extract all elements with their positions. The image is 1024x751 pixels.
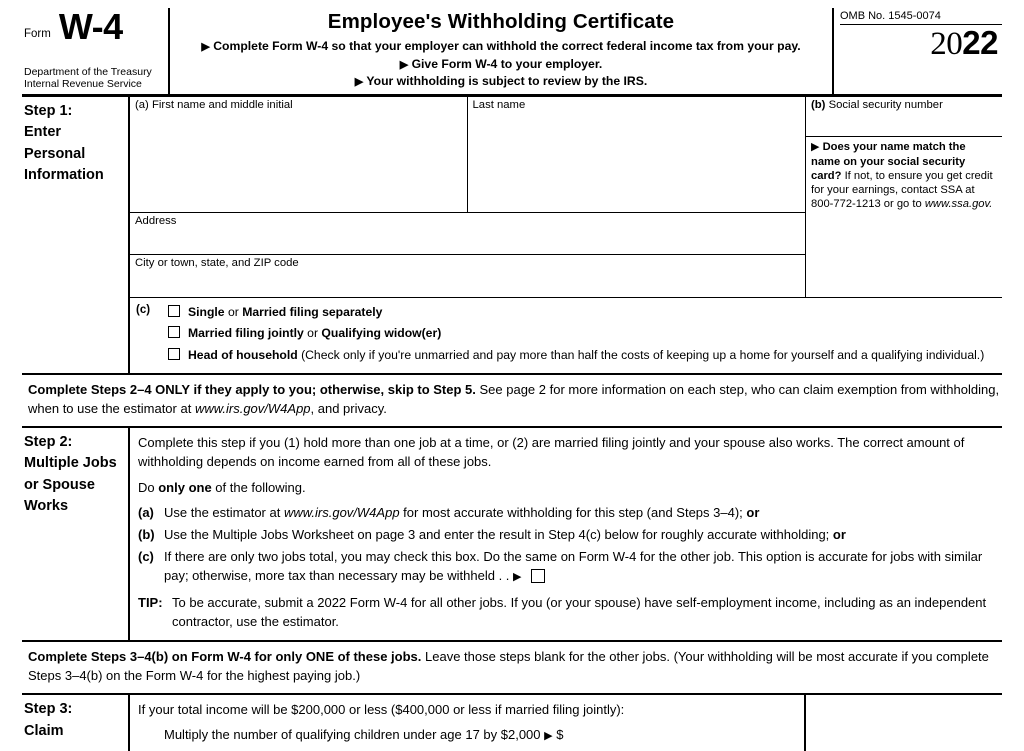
step-2-body	[130, 428, 1002, 641]
ssa-website-link[interactable]: www.ssa.gov.	[924, 198, 993, 211]
filing-option-single-text	[188, 303, 382, 321]
header-bullet-2-text: Give Form W-4 to your employer.	[411, 56, 603, 71]
city-field[interactable]	[130, 255, 806, 297]
filing-option-joint-mid: or	[303, 326, 322, 341]
checkbox-two-jobs-icon[interactable]	[531, 569, 545, 583]
w4app-link-option-a[interactable]: www.irs.gov/W4App	[283, 505, 400, 521]
triangle-right-icon: ▶	[399, 58, 409, 71]
step-2-label	[22, 428, 130, 641]
complete-steps-banner-rest-a: See page 2 for more information on each step, who can claim exemption from withholding, when to use the estimator at	[28, 382, 1000, 416]
do-only-bold: only one	[158, 480, 212, 496]
first-name-label: First name and middle initial	[152, 98, 293, 111]
filing-status-tag: (c)	[136, 304, 151, 317]
step-3-label	[22, 695, 130, 751]
do-only-pre: Do	[138, 480, 159, 496]
header-bullet-1	[174, 38, 828, 56]
filing-option-single-mid: or	[224, 305, 243, 320]
header-instructions	[174, 38, 828, 91]
header-left-block	[22, 8, 170, 94]
step-3-body	[130, 695, 806, 751]
step-2-do-only-one	[138, 479, 1000, 498]
step-1-row-name	[130, 97, 1002, 213]
complete-steps-banner-rest-b: , and privacy.	[310, 400, 387, 416]
step-1-section	[22, 97, 1002, 375]
step-3-dollar-sign: $	[556, 726, 564, 742]
ssn-label: Social security number	[828, 98, 943, 111]
step-2-option-b-text	[164, 526, 1000, 545]
department-line-1: Department of the Treasury	[24, 66, 152, 79]
triangle-right-icon: ▶	[544, 729, 553, 742]
ssn-note-spacer	[806, 213, 1002, 255]
step-2-option-a	[138, 504, 1000, 523]
step-1-label-line-3: Personal	[24, 145, 86, 162]
checkbox-single-icon[interactable]	[168, 305, 180, 317]
filing-option-joint-text	[188, 324, 441, 342]
triangle-right-icon: ▶	[513, 570, 522, 583]
city-label: City or town, state, and ZIP code	[135, 257, 299, 270]
department-block	[24, 66, 164, 92]
step-2-label-line-4: Works	[24, 498, 69, 515]
step-2-tip	[138, 594, 1000, 632]
form-number: W-4	[58, 6, 123, 47]
one-job-banner-rest: Leave those steps blank for the other jobs. (Your withholding will be most accurate if you complete Steps 3–4(b) on the Form W-4 for the highest paying job.)	[28, 649, 989, 684]
step-1-label-line-1: Step 1:	[24, 102, 73, 119]
step-3-label-line-2: Claim	[24, 722, 64, 739]
ssn-note-rest: If not, to ensure you get credit for your earnings, contact SSA at 800-772-1213 or go to	[811, 169, 993, 211]
city-row-spacer	[806, 255, 1002, 297]
step-3-label-line-1: Step 3:	[24, 701, 73, 718]
step-1-label-line-4: Information	[24, 167, 104, 184]
filing-status-options	[168, 298, 1002, 373]
page-title: Employee's Withholding Certificate	[327, 10, 675, 33]
header-bullet-3-text: Your withholding is subject to review by the IRS.	[366, 74, 648, 89]
step-2-option-c	[138, 548, 1000, 586]
ssn-note	[806, 137, 1002, 213]
filing-option-joint-bold2: Qualifying widow(er)	[321, 326, 442, 341]
step-2-option-b	[138, 526, 1000, 545]
step-1-label	[22, 97, 130, 373]
option-b-pre: Use the Multiple Jobs Worksheet on page 3 and enter the result in Step 4(c) below for roughly accurate withholding;	[164, 527, 833, 543]
filing-option-joint[interactable]	[168, 324, 1002, 342]
address-label: Address	[135, 215, 177, 228]
tax-year	[840, 26, 1002, 62]
filing-option-single-bold: Single	[188, 305, 225, 320]
header-bullet-1-text: Complete Form W-4 so that your employer can withhold the correct federal income tax from your pay.	[213, 39, 801, 53]
filing-option-hoh[interactable]	[168, 346, 1002, 364]
step-3-line-2	[138, 726, 802, 745]
step-3-amount-field[interactable]	[806, 695, 1002, 751]
step-2-option-c-tag: (c)	[138, 548, 154, 564]
option-c-dots: . .	[498, 567, 510, 583]
step-1-fields	[130, 97, 1002, 373]
filing-option-joint-bold: Married filing jointly	[188, 326, 304, 341]
step-2-tip-label: TIP:	[138, 594, 163, 610]
form-identifier	[24, 6, 164, 47]
department-line-2: Internal Revenue Service	[24, 78, 142, 91]
option-b-or: or	[832, 527, 846, 543]
step-2-label-line-2: Multiple Jobs	[24, 455, 117, 472]
form-header	[22, 8, 1002, 97]
ssn-note-bold: Does your name match the name on your social security card?	[811, 140, 966, 182]
step-3-line-1: If your total income will be $200,000 or less ($400,000 or less if married filing jointly):	[138, 702, 625, 718]
filing-option-hoh-rest: (Check only if you're unmarried and pay more than half the costs of keeping up a home for yourself and a qualifying individual.)	[297, 347, 985, 362]
filing-option-hoh-bold: Head of household	[188, 347, 298, 362]
header-bullet-2	[174, 56, 828, 74]
do-only-post: of the following.	[211, 480, 306, 496]
step-2-option-b-tag: (b)	[138, 527, 155, 543]
tax-year-prefix: 20	[930, 26, 963, 62]
step-2-option-a-text	[164, 504, 1000, 523]
option-a-pre: Use the estimator at	[164, 505, 284, 521]
option-a-or: or	[746, 505, 760, 521]
header-bullet-3	[174, 73, 828, 91]
header-right-block	[834, 8, 1002, 94]
form-word-label: Form	[24, 28, 51, 41]
one-job-banner	[22, 642, 1002, 695]
filing-option-single-bold2: Married filing separately	[242, 305, 383, 320]
step-2-label-line-3: or Spouse	[24, 476, 95, 493]
step-1-label-line-2: Enter	[24, 124, 62, 141]
last-name-label: Last name	[472, 98, 526, 111]
step-3-section	[22, 695, 1002, 751]
complete-steps-banner-bold: Complete Steps 2–4 ONLY if they apply to you; otherwise, skip to Step 5.	[28, 382, 476, 398]
step-2-intro: Complete this step if you (1) hold more than one job at a time, or (2) are married filing jointly and your spouse also works. The correct amount of withholding depends on income earned from all of these jobs.	[138, 434, 965, 469]
omb-number: OMB No. 1545-0074	[840, 10, 1002, 25]
step-2-section	[22, 428, 1002, 643]
filing-option-single[interactable]	[168, 303, 1002, 321]
step-3-line-2-pre: Multiply the number of qualifying children under age 17 by $2,000	[164, 726, 545, 742]
ssn-tag: (b)	[811, 98, 826, 111]
address-field[interactable]	[130, 213, 806, 255]
complete-steps-banner	[22, 375, 1002, 428]
option-c-pre: If there are only two jobs total, you may check this box. Do the same on Form W-4 for the other job. This option is accurate for jobs with similar pay; otherwise, more tax than necessary may be withheld	[164, 548, 983, 583]
filing-option-hoh-text	[188, 346, 984, 364]
first-name-field[interactable]	[130, 97, 468, 212]
ssn-field[interactable]	[806, 97, 1002, 137]
step-2-option-c-text	[164, 548, 1000, 586]
step-2-tip-text: To be accurate, submit a 2022 Form W-4 for all other jobs. If you (or your spouse) have self-employment income, including as an independent contractor, use the estimator.	[172, 594, 987, 629]
triangle-right-icon: ▶	[811, 140, 820, 153]
ssn-column	[806, 97, 1002, 213]
tax-year-suffix: 22	[962, 24, 998, 61]
first-name-tag: (a)	[135, 98, 149, 111]
step-2-option-a-tag: (a)	[138, 505, 154, 521]
step-1-row-address	[130, 213, 1002, 255]
step-2-label-line-1: Step 2:	[24, 433, 73, 450]
one-job-banner-bold: Complete Steps 3–4(b) on Form W-4 for only ONE of these jobs.	[28, 649, 422, 665]
checkbox-head-of-household-icon[interactable]	[168, 348, 180, 360]
option-a-post: for most accurate withholding for this step (and Steps 3–4);	[399, 505, 747, 521]
name-row	[130, 97, 806, 213]
w4app-link-banner[interactable]: www.irs.gov/W4App	[194, 400, 311, 416]
triangle-right-icon: ▶	[201, 41, 210, 53]
last-name-field[interactable]	[468, 97, 806, 212]
checkbox-married-joint-icon[interactable]	[168, 326, 180, 338]
step-1-row-city	[130, 255, 1002, 297]
filing-status-section	[130, 297, 1002, 373]
header-center-block	[170, 8, 834, 94]
triangle-right-icon: ▶	[354, 76, 364, 89]
